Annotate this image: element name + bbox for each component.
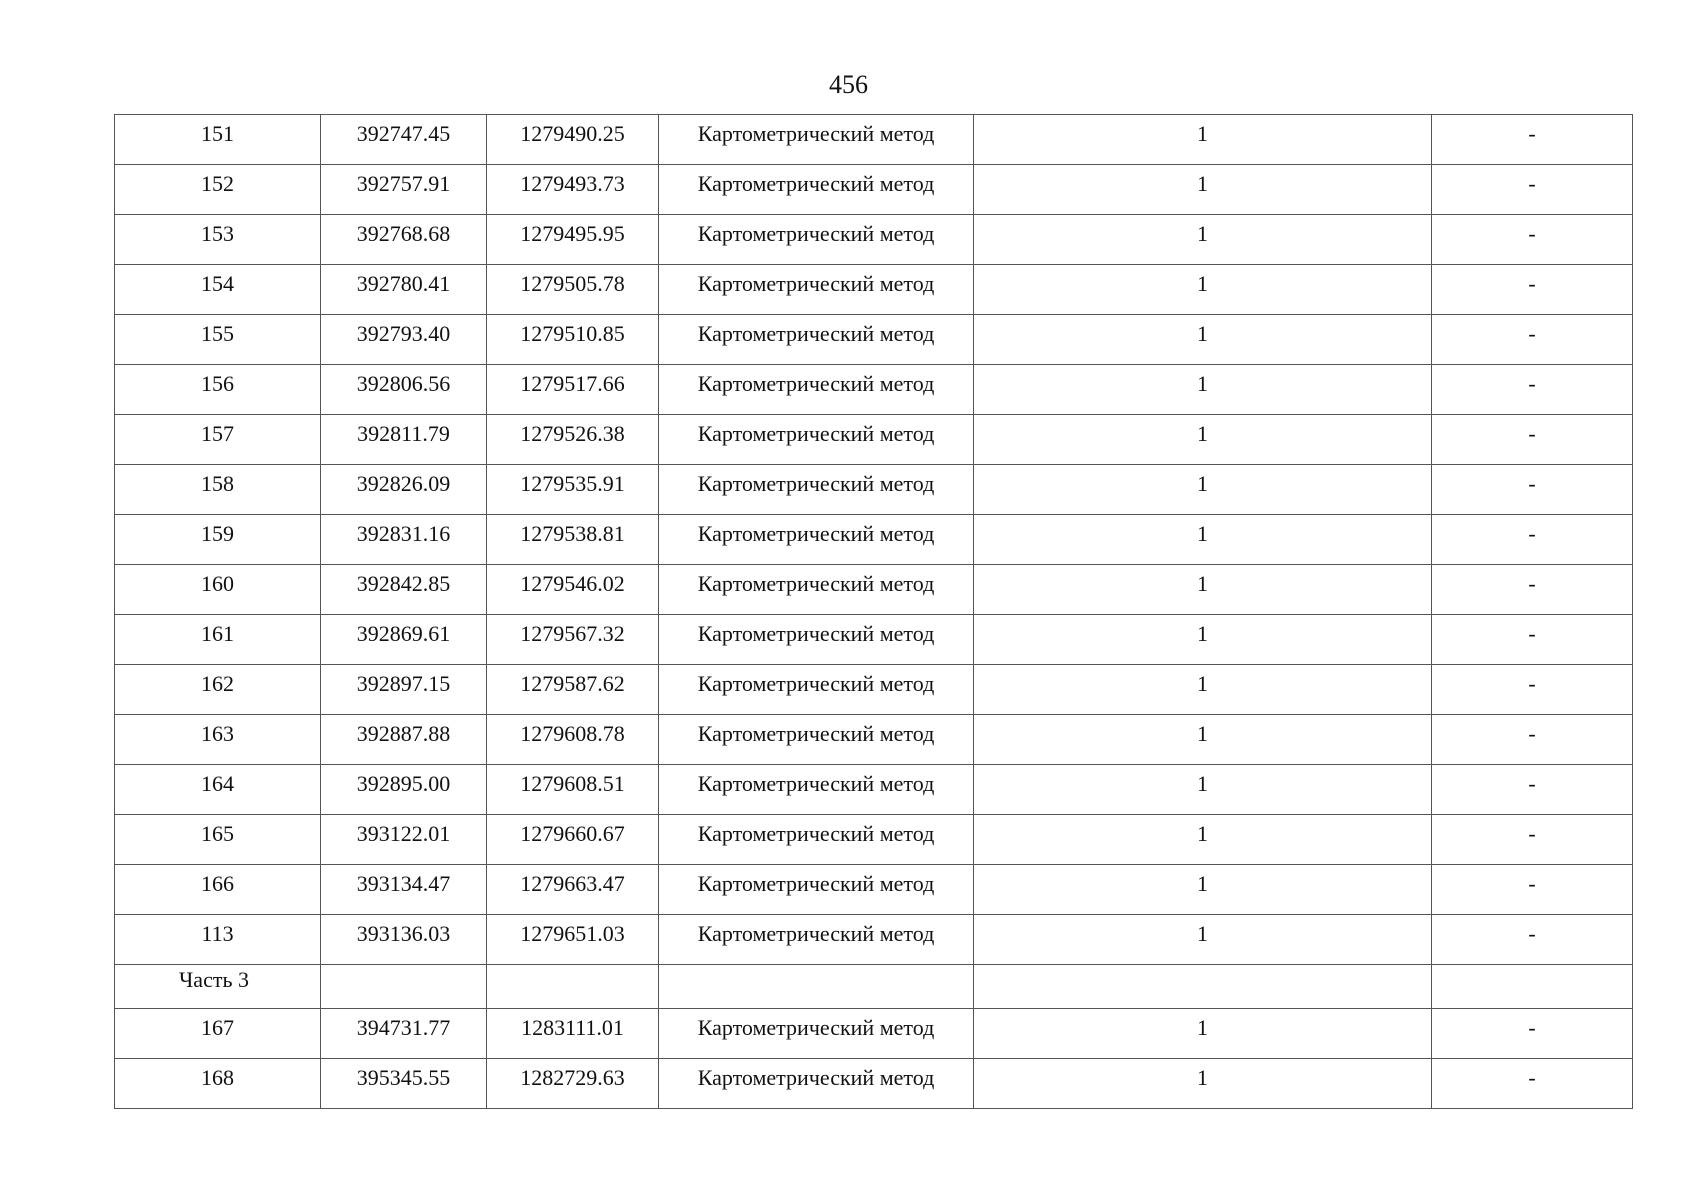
- point-number-cell: 160: [115, 565, 321, 615]
- x-coordinate-cell: 393136.03: [321, 915, 487, 965]
- method-cell: Картометрический метод: [659, 815, 974, 865]
- y-coordinate-cell: 1279493.73: [487, 165, 659, 215]
- point-number-cell: 156: [115, 365, 321, 415]
- description-cell: -: [1432, 365, 1633, 415]
- y-coordinate-cell: 1283111.01: [487, 1009, 659, 1059]
- table-row: [115, 315, 1633, 365]
- accuracy-cell: 1: [974, 265, 1432, 315]
- y-coordinate-cell: 1279608.78: [487, 715, 659, 765]
- point-number-cell: 152: [115, 165, 321, 215]
- y-coordinate-cell: 1279608.51: [487, 765, 659, 815]
- point-number-cell: 162: [115, 665, 321, 715]
- description-cell: -: [1432, 465, 1633, 515]
- x-coordinate-cell: 394731.77: [321, 1009, 487, 1059]
- point-number-cell: 165: [115, 815, 321, 865]
- method-cell: Картометрический метод: [659, 215, 974, 265]
- table-row: [115, 365, 1633, 415]
- accuracy-cell: 1: [974, 1009, 1432, 1059]
- y-coordinate-cell: 1279505.78: [487, 265, 659, 315]
- y-coordinate-cell: 1279660.67: [487, 815, 659, 865]
- empty-cell: [487, 965, 659, 1009]
- description-cell: -: [1432, 415, 1633, 465]
- method-cell: Картометрический метод: [659, 365, 974, 415]
- table-row: [115, 715, 1633, 765]
- x-coordinate-cell: 392806.56: [321, 365, 487, 415]
- accuracy-cell: 1: [974, 865, 1432, 915]
- accuracy-cell: 1: [974, 415, 1432, 465]
- y-coordinate-cell: 1279567.32: [487, 615, 659, 665]
- accuracy-cell: 1: [974, 115, 1432, 165]
- method-cell: Картометрический метод: [659, 915, 974, 965]
- method-cell: Картометрический метод: [659, 465, 974, 515]
- section-row: [115, 965, 1633, 1009]
- description-cell: -: [1432, 115, 1633, 165]
- point-number-cell: 154: [115, 265, 321, 315]
- y-coordinate-cell: 1279546.02: [487, 565, 659, 615]
- x-coordinate-cell: 393122.01: [321, 815, 487, 865]
- method-cell: Картометрический метод: [659, 715, 974, 765]
- description-cell: -: [1432, 715, 1633, 765]
- method-cell: Картометрический метод: [659, 265, 974, 315]
- y-coordinate-cell: 1282729.63: [487, 1059, 659, 1109]
- table-row: [115, 765, 1633, 815]
- y-coordinate-cell: 1279663.47: [487, 865, 659, 915]
- empty-cell: [659, 965, 974, 1009]
- coordinates-table: [114, 114, 1633, 1109]
- description-cell: -: [1432, 1059, 1633, 1109]
- x-coordinate-cell: 392831.16: [321, 515, 487, 565]
- page-number: 456: [829, 70, 868, 99]
- empty-cell: [321, 965, 487, 1009]
- point-number-cell: 157: [115, 415, 321, 465]
- point-number-cell: 167: [115, 1009, 321, 1059]
- method-cell: Картометрический метод: [659, 115, 974, 165]
- description-cell: -: [1432, 1009, 1633, 1059]
- x-coordinate-cell: 392895.00: [321, 765, 487, 815]
- x-coordinate-cell: 392811.79: [321, 415, 487, 465]
- method-cell: Картометрический метод: [659, 765, 974, 815]
- x-coordinate-cell: 392793.40: [321, 315, 487, 365]
- accuracy-cell: 1: [974, 215, 1432, 265]
- method-cell: Картометрический метод: [659, 665, 974, 715]
- table-row: [115, 615, 1633, 665]
- accuracy-cell: 1: [974, 1059, 1432, 1109]
- y-coordinate-cell: 1279587.62: [487, 665, 659, 715]
- point-number-cell: 113: [115, 915, 321, 965]
- y-coordinate-cell: 1279517.66: [487, 365, 659, 415]
- x-coordinate-cell: 392887.88: [321, 715, 487, 765]
- table-row: [115, 215, 1633, 265]
- accuracy-cell: 1: [974, 315, 1432, 365]
- table-row: [115, 415, 1633, 465]
- description-cell: -: [1432, 915, 1633, 965]
- point-number-cell: 153: [115, 215, 321, 265]
- y-coordinate-cell: 1279526.38: [487, 415, 659, 465]
- accuracy-cell: 1: [974, 615, 1432, 665]
- y-coordinate-cell: 1279510.85: [487, 315, 659, 365]
- accuracy-cell: 1: [974, 915, 1432, 965]
- table-row: [115, 465, 1633, 515]
- y-coordinate-cell: 1279495.95: [487, 215, 659, 265]
- x-coordinate-cell: 392747.45: [321, 115, 487, 165]
- description-cell: -: [1432, 165, 1633, 215]
- method-cell: Картометрический метод: [659, 1059, 974, 1109]
- x-coordinate-cell: 392826.09: [321, 465, 487, 515]
- x-coordinate-cell: 395345.55: [321, 1059, 487, 1109]
- table-row: [115, 515, 1633, 565]
- method-cell: Картометрический метод: [659, 565, 974, 615]
- accuracy-cell: 1: [974, 365, 1432, 415]
- table-row: [115, 915, 1633, 965]
- y-coordinate-cell: 1279538.81: [487, 515, 659, 565]
- x-coordinate-cell: 392780.41: [321, 265, 487, 315]
- point-number-cell: 168: [115, 1059, 321, 1109]
- accuracy-cell: 1: [974, 515, 1432, 565]
- method-cell: Картометрический метод: [659, 1009, 974, 1059]
- table-row: [115, 165, 1633, 215]
- table-row: [115, 665, 1633, 715]
- description-cell: -: [1432, 265, 1633, 315]
- table-row: [115, 1059, 1633, 1109]
- point-number-cell: 166: [115, 865, 321, 915]
- accuracy-cell: 1: [974, 765, 1432, 815]
- point-number-cell: 155: [115, 315, 321, 365]
- coordinates-table-body: [115, 115, 1633, 1109]
- empty-cell: [1432, 965, 1633, 1009]
- description-cell: -: [1432, 515, 1633, 565]
- section-label: Часть 3: [115, 965, 321, 1009]
- description-cell: -: [1432, 765, 1633, 815]
- accuracy-cell: 1: [974, 715, 1432, 765]
- description-cell: -: [1432, 565, 1633, 615]
- accuracy-cell: 1: [974, 665, 1432, 715]
- x-coordinate-cell: 392897.15: [321, 665, 487, 715]
- accuracy-cell: 1: [974, 465, 1432, 515]
- point-number-cell: 159: [115, 515, 321, 565]
- table-row: [115, 815, 1633, 865]
- method-cell: Картометрический метод: [659, 865, 974, 915]
- table-row: [115, 115, 1633, 165]
- point-number-cell: 163: [115, 715, 321, 765]
- x-coordinate-cell: 392768.68: [321, 215, 487, 265]
- description-cell: -: [1432, 215, 1633, 265]
- description-cell: -: [1432, 615, 1633, 665]
- x-coordinate-cell: 392757.91: [321, 165, 487, 215]
- method-cell: Картометрический метод: [659, 315, 974, 365]
- method-cell: Картометрический метод: [659, 515, 974, 565]
- table-row: [115, 1009, 1633, 1059]
- accuracy-cell: 1: [974, 165, 1432, 215]
- point-number-cell: 161: [115, 615, 321, 665]
- y-coordinate-cell: 1279490.25: [487, 115, 659, 165]
- method-cell: Картометрический метод: [659, 165, 974, 215]
- description-cell: -: [1432, 665, 1633, 715]
- description-cell: -: [1432, 815, 1633, 865]
- table-row: [115, 265, 1633, 315]
- y-coordinate-cell: 1279651.03: [487, 915, 659, 965]
- point-number-cell: 151: [115, 115, 321, 165]
- x-coordinate-cell: 392869.61: [321, 615, 487, 665]
- x-coordinate-cell: 393134.47: [321, 865, 487, 915]
- table-row: [115, 565, 1633, 615]
- accuracy-cell: 1: [974, 815, 1432, 865]
- method-cell: Картометрический метод: [659, 415, 974, 465]
- empty-cell: [974, 965, 1432, 1009]
- accuracy-cell: 1: [974, 565, 1432, 615]
- x-coordinate-cell: 392842.85: [321, 565, 487, 615]
- method-cell: Картометрический метод: [659, 615, 974, 665]
- description-cell: -: [1432, 865, 1633, 915]
- point-number-cell: 164: [115, 765, 321, 815]
- y-coordinate-cell: 1279535.91: [487, 465, 659, 515]
- description-cell: -: [1432, 315, 1633, 365]
- point-number-cell: 158: [115, 465, 321, 515]
- table-row: [115, 865, 1633, 915]
